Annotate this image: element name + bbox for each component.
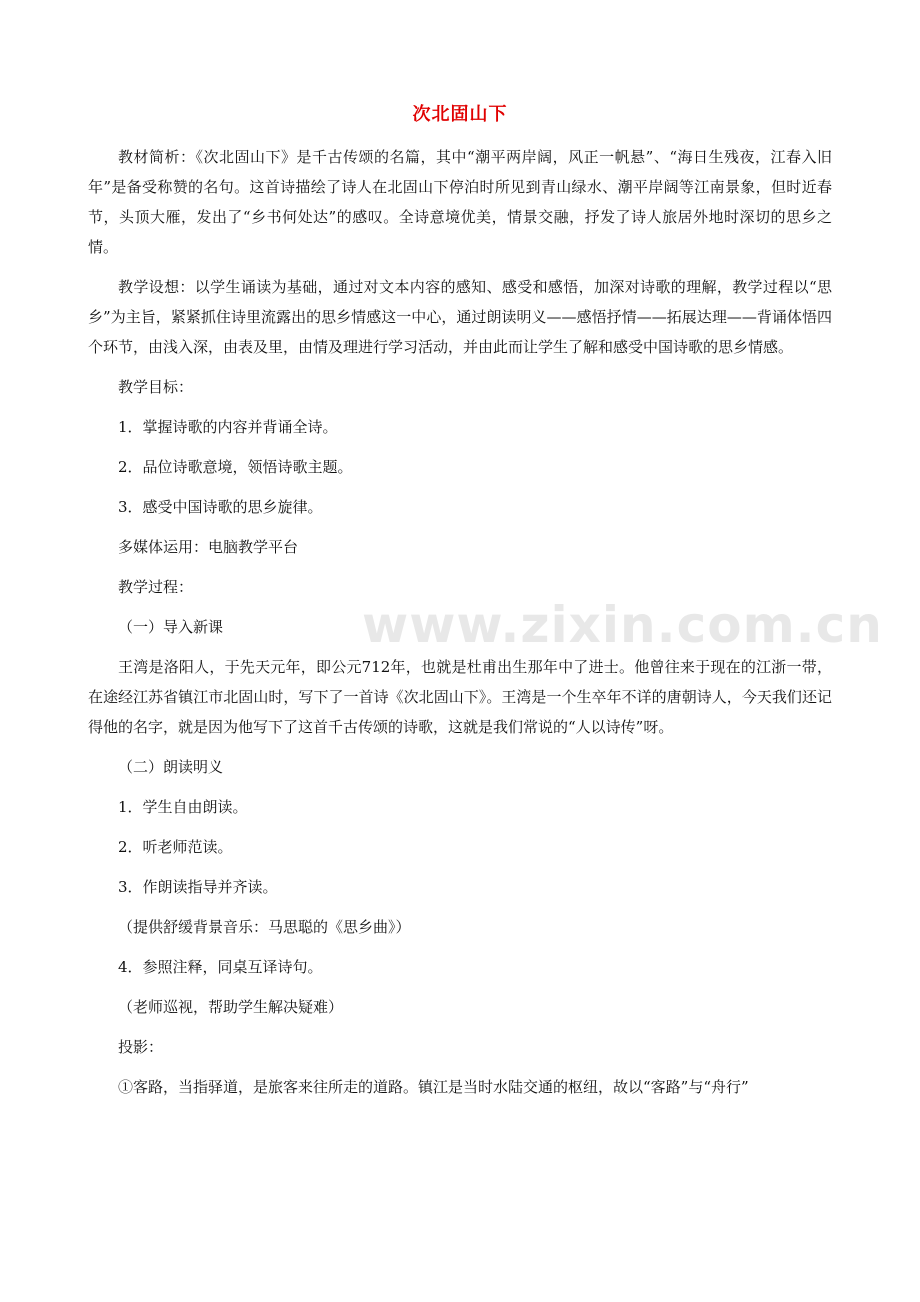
annotation-item-1: ①客路，当指驿道，是旅客来往所走的道路。镇江是当时水陆交通的枢纽，故以“客路”与“舟行”: [118, 1078, 749, 1096]
multimedia-line: 多媒体运用：电脑教学平台: [118, 538, 299, 556]
goal-item-3: 3．感受中国诗歌的思乡旋律。: [118, 498, 323, 516]
paragraph-introduction: 王湾是洛阳人，于先天元年，即公元712年，也就是杜甫出生那年中了进士。他曾往来于现在的江浙一带，在途经江苏省镇江市北固山时，写下了一首诗《次北固山下》。王湾是一个生卒年不详的唐朝诗人，今天我们还记得他的名字，就是因为他写下了这首千古传颂的诗歌，这就是我们常说的“人以诗传”呀。: [88, 658, 832, 736]
step-item-1: 1．学生自由朗读。: [118, 798, 248, 816]
step-item-3: 3．作朗读指导并齐读。: [118, 878, 278, 896]
step-item-4: 4．参照注释，同桌互译诗句。: [118, 958, 323, 976]
page-title: 次北固山下: [412, 104, 508, 125]
watermark: www.zixin.com.cn: [362, 596, 883, 654]
teacher-note: （老师巡视，帮助学生解决疑难）: [118, 998, 344, 1016]
paragraph-material-analysis: 教材简析：《次北固山下》是千古传颂的名篇，其中“潮平两岸阔，风正一帆悬”、“海日生残夜，江春入旧年”是备受称赞的名句。这首诗描绘了诗人在北固山下停泊时所见到青山绿水、潮平岸阔等江南景象，但时近春节，头顶大雁，发出了“乡书何处达”的感叹。全诗意境优美，情景交融，抒发了诗人旅居外地时深切的思乡之情。: [88, 148, 832, 256]
projection-label: 投影：: [118, 1038, 164, 1056]
step-item-2: 2．听老师范读。: [118, 838, 233, 856]
paragraph-teaching-idea: 教学设想：以学生诵读为基础，通过对文本内容的感知、感受和感悟，加深对诗歌的理解，教学过程以“思乡”为主旨，紧紧抓住诗里流露出的思乡情感这一中心，通过朗读明义——感悟抒情——拓展达理——背诵体悟四个环节，由浅入深，由表及里，由情及理进行学习活动，并由此而让学生了解和感受中国诗歌的思乡情感。: [88, 278, 832, 356]
music-note: （提供舒缓背景音乐：马思聪的《思乡曲》）: [118, 918, 411, 936]
document-body: [88, 142, 832, 1112]
section-heading-1: （一）导入新课: [118, 618, 224, 636]
goal-item-1: 1．掌握诗歌的内容并背诵全诗。: [118, 418, 338, 436]
goal-item-2: 2．品位诗歌意境，领悟诗歌主题。: [118, 458, 353, 476]
section-heading-2: （二）朗读明义: [118, 758, 224, 776]
heading-teaching-process: 教学过程：: [118, 578, 194, 596]
heading-teaching-goals: 教学目标：: [118, 378, 194, 396]
